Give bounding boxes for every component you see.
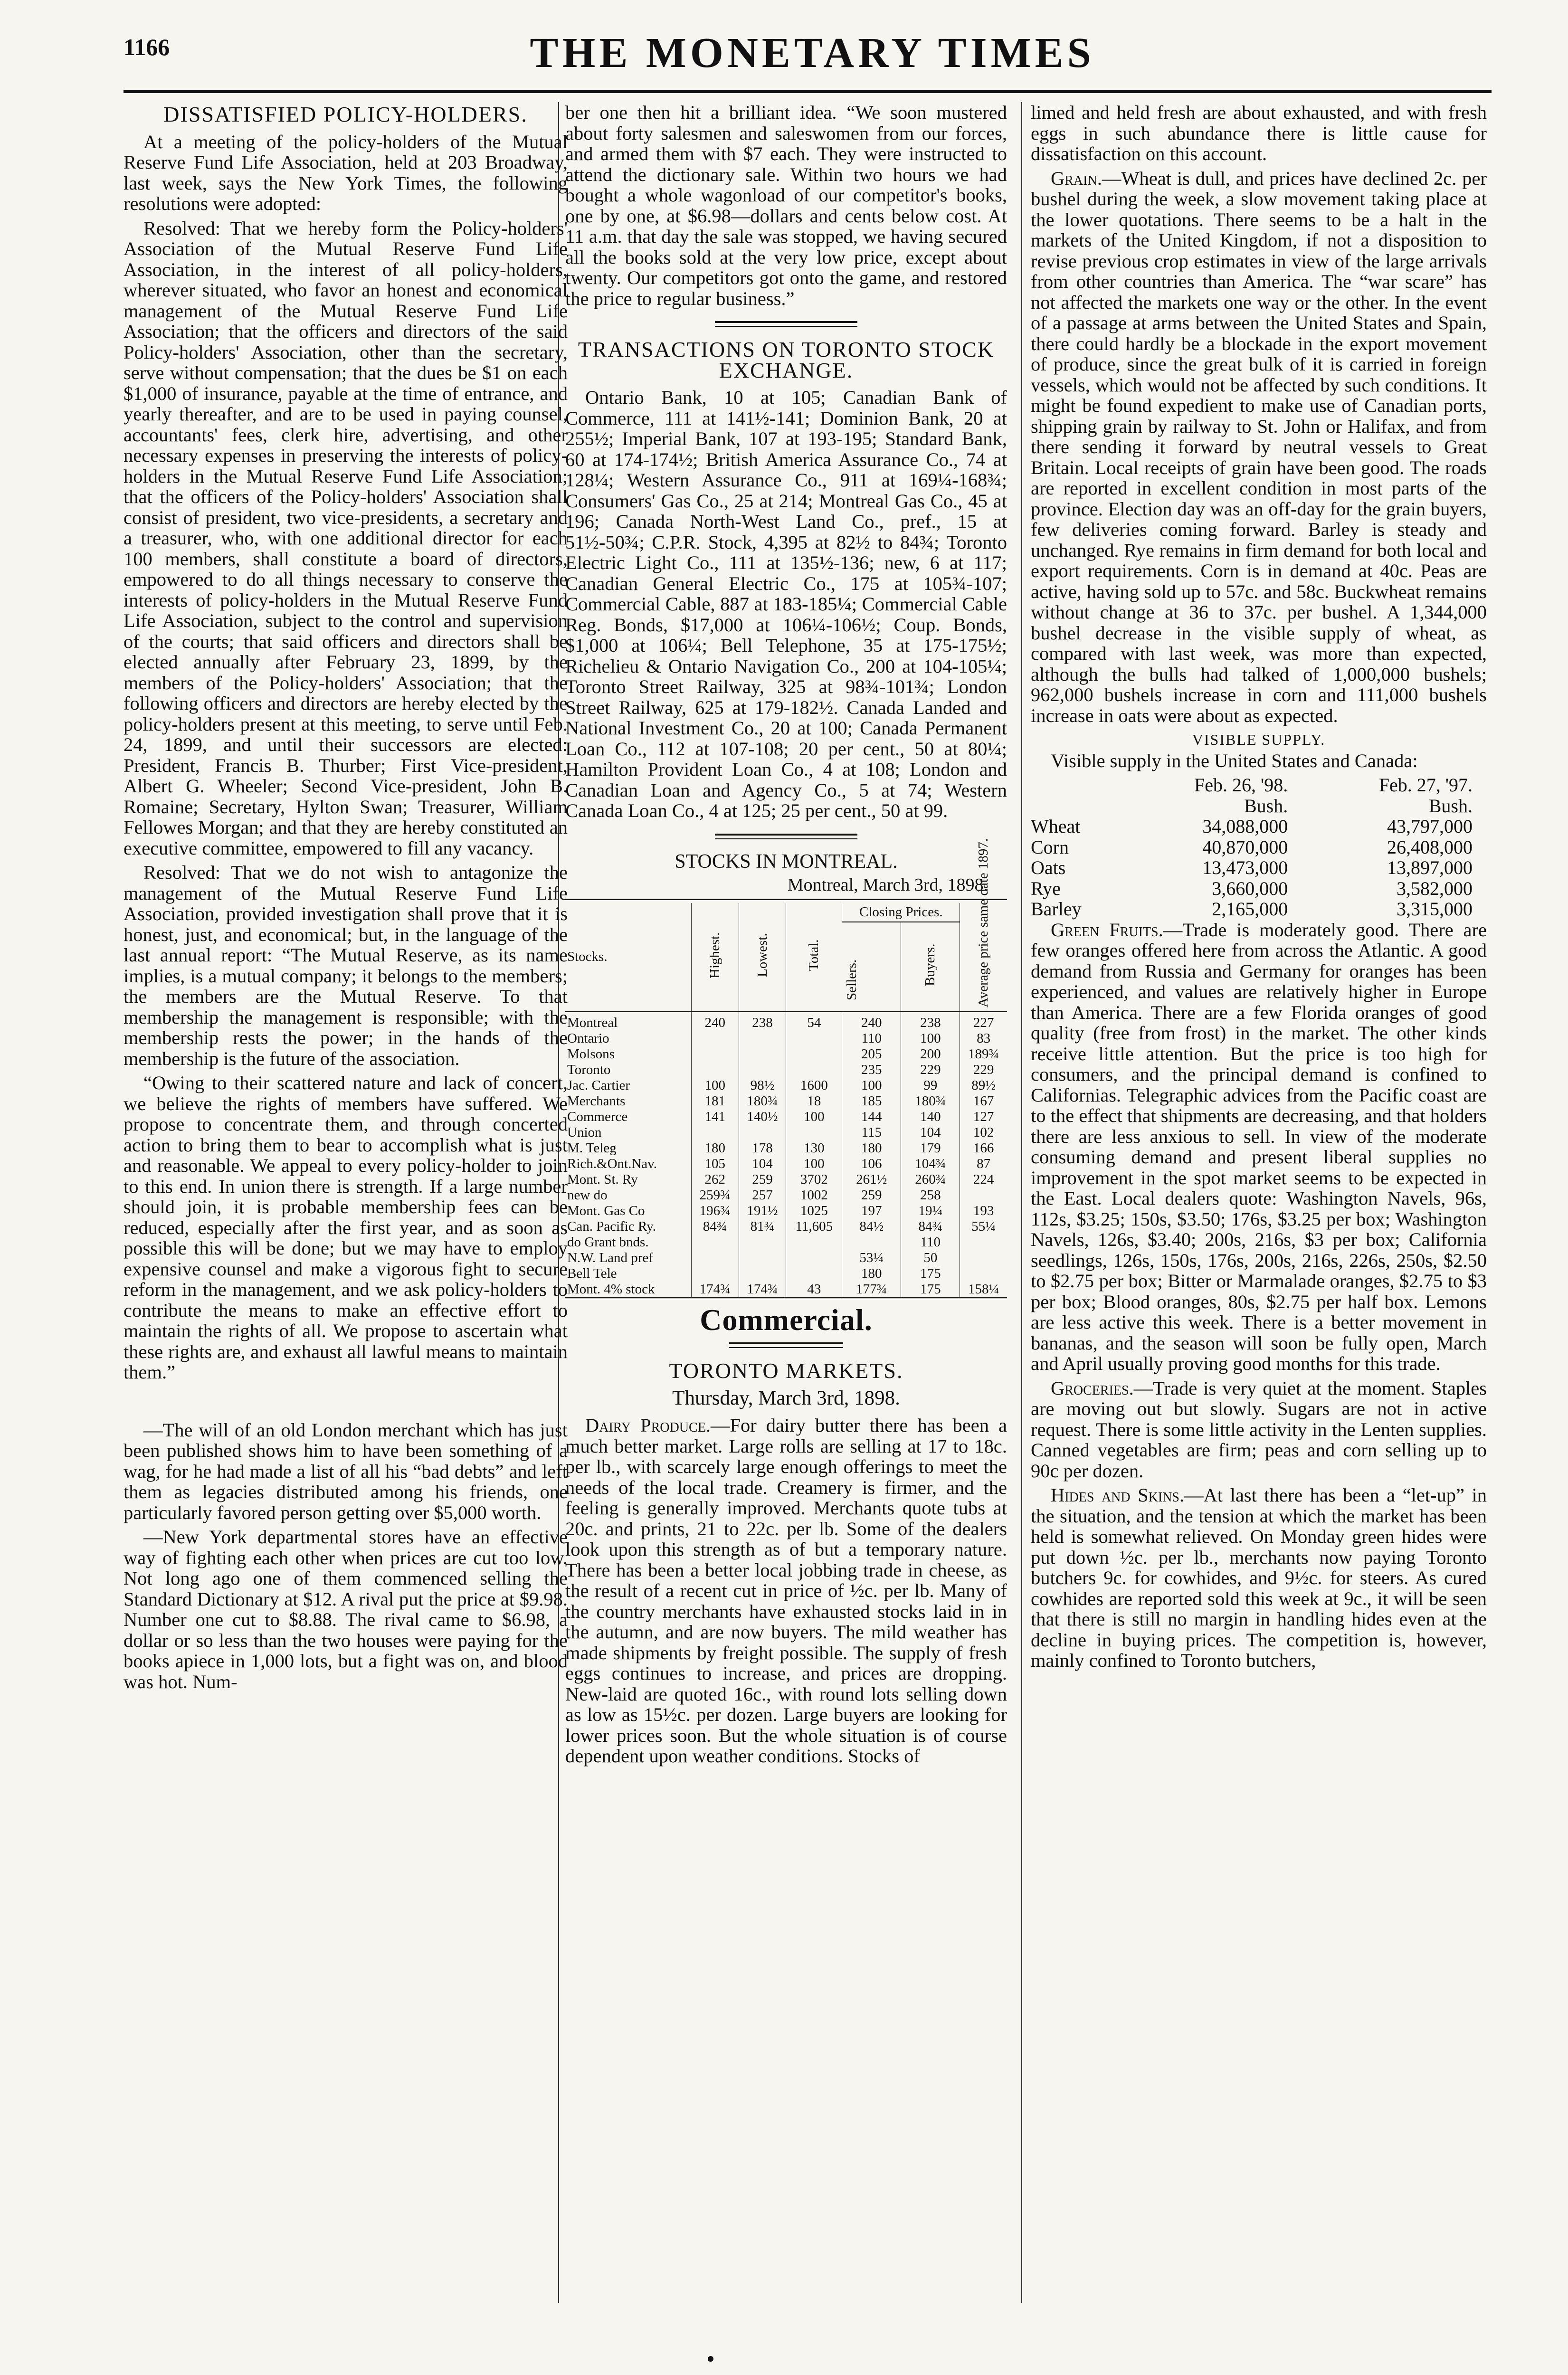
table-cell: 87 xyxy=(960,1156,1007,1172)
table-cell: 100 xyxy=(842,1078,901,1093)
column-3 xyxy=(1031,102,1487,1675)
table-cell: M. Teleg xyxy=(567,1140,617,1156)
table-cell: 167 xyxy=(960,1093,1007,1109)
column-divider xyxy=(1021,102,1022,2303)
table-cell: 99 xyxy=(901,1078,960,1093)
fruits-text: —Trade is moderately good. There are few oranges offered here from across the Atlantic. A good demand from Russia and Germany for oranges has been experienced, and values are relatively higher in Europe than America. There are a few Florida oranges of good quality (free from frost) in the market. The other kinds receive little attention. But the price is too high for consumers, and the principal demand is confined to Californias. Telegraphic advices from the Pacific coast are to the effect that shipments are decreasing, and that holders there are less anxious to sell. In view of the moderate consuming demand and present liberal supplies no improvement in the spot market seems to be expected in the East. Local dealers quote: Washington Navels, 96s, 112s, $3.25; 150s, $3.50; 176s, $3.25 per box; Washington Navels, 126s, $3.40; 200s, 216s, $3 per box; California seedlings, 126s, 150s, 176s, 200s, 216s, 226s, 250s, $2.50 to $2.75 per box; Bitter or Marmalade oranges, $2.75 to $3 per box; Blood oranges, 80s, $2.75 per half box. Lemons are less active this week. There is a better movement in bananas, and the season will soon be fully open, March and April usually proving good months for this trade. xyxy=(1031,919,1487,1374)
table-row xyxy=(565,1203,1007,1219)
table-cell: 18 xyxy=(786,1093,842,1109)
page-header xyxy=(124,28,1501,86)
column-header: Average price same date 1897. xyxy=(960,903,1007,1012)
table-cell: 197 xyxy=(842,1203,901,1219)
commodity-name: Oats xyxy=(1031,857,1066,878)
table-cell: 191½ xyxy=(739,1203,786,1219)
supply-value: 2,165,000 xyxy=(1212,898,1288,920)
paragraph-continuation: limed and held fresh are about exhausted, and with fresh eggs in such abundance there is little cause for dissatisfaction on this account. xyxy=(1031,102,1487,164)
masthead-title: THE MONETARY TIMES xyxy=(530,29,1095,76)
stocks-heading: STOCKS IN MONTREAL. xyxy=(675,850,898,873)
table-cell: 106 xyxy=(842,1156,901,1172)
table-cell xyxy=(739,1062,786,1078)
supply-unit: Bush. xyxy=(1244,795,1288,817)
table-cell: 175 xyxy=(901,1266,960,1282)
table-cell: 130 xyxy=(786,1140,842,1156)
table-cell: 144 xyxy=(842,1109,901,1125)
table-cell: 174¾ xyxy=(691,1282,739,1297)
table-cell: 235 xyxy=(842,1062,901,1078)
column-2 xyxy=(565,102,1007,1770)
table-cell: 19¼ xyxy=(901,1203,960,1219)
table-cell: Bell Tele xyxy=(567,1265,617,1281)
table-cell: 174¾ xyxy=(739,1282,786,1297)
table-cell: 238 xyxy=(901,1012,960,1031)
dairy-text: —For dairy butter there has been a much better market. Large rolls are selling at 17 to 18c. per lb., with scarcely large enough offerings to meet the needs of the local trade. Creamery is firmer, and the feeling is generally improved. Merchants quote tubs at 20c. and prints, 21 to 22c. per lb. Some of the dealers look upon this strength as of but a temporary nature. There has been a better local jobbing trade in cheese, as the result of a recent cut in price of ½c. per lb. Many of the country merchants have exhausted stocks laid in in the autumn, and are now buyers. The mild weather has made shipments by freight possible. The supply of fresh eggs continues to increase, and prices are dropping. New-laid are quoted 16c., with round lots selling down as low as 15½c. per dozen. Large buyers are looking for lower prices soon. But the whole situation is of course dependent upon weather conditions. Stocks of xyxy=(565,1415,1007,1767)
table-cell: 193 xyxy=(960,1203,1007,1219)
table-cell: 1002 xyxy=(786,1188,842,1203)
table-cell xyxy=(691,1235,739,1250)
table-cell: 259 xyxy=(842,1188,901,1203)
table-cell xyxy=(786,1250,842,1266)
table-cell: Ontario xyxy=(567,1030,609,1046)
table-cell: 262 xyxy=(691,1172,739,1188)
visible-supply-table xyxy=(1031,775,1487,920)
table-cell: 3702 xyxy=(786,1172,842,1188)
table-row xyxy=(565,1188,1007,1203)
supply-unit: Bush. xyxy=(1428,795,1473,817)
table-cell: 105 xyxy=(691,1156,739,1172)
table-cell: 180 xyxy=(842,1266,901,1282)
table-row xyxy=(565,1062,1007,1078)
markets-heading: TORONTO MARKETS. xyxy=(669,1358,903,1383)
table-cell xyxy=(691,1046,739,1062)
supply-value: 13,897,000 xyxy=(1387,857,1473,878)
column-header: Highest. xyxy=(691,903,739,1012)
column-header: Stocks. xyxy=(565,903,691,1012)
supply-value: 3,315,000 xyxy=(1397,898,1473,920)
table-cell: do Grant bnds. xyxy=(567,1234,649,1250)
table-cell: Mont. Gas Co xyxy=(567,1203,645,1218)
table-row xyxy=(565,1266,1007,1282)
supply-row xyxy=(1031,837,1487,858)
column-header: Lowest. xyxy=(739,903,786,1012)
section-divider xyxy=(729,1342,843,1348)
commodity-name: Barley xyxy=(1031,898,1082,920)
table-cell: Mont. St. Ry xyxy=(567,1171,638,1187)
table-cell: 1600 xyxy=(786,1078,842,1093)
fruits-paragraph xyxy=(1031,920,1487,1374)
supply-row xyxy=(1031,878,1487,899)
table-cell: 55¼ xyxy=(960,1219,1007,1235)
table-cell xyxy=(960,1235,1007,1250)
table-row xyxy=(565,1235,1007,1250)
table-cell: 258 xyxy=(901,1188,960,1203)
table-cell xyxy=(739,1046,786,1062)
table-cell: 261½ xyxy=(842,1172,901,1188)
table-cell: 229 xyxy=(901,1062,960,1078)
table-cell: Montreal xyxy=(567,1015,618,1030)
table-cell: 100 xyxy=(786,1109,842,1125)
page-number: 1166 xyxy=(124,34,170,60)
table-cell: 140½ xyxy=(739,1109,786,1125)
table-cell xyxy=(786,1125,842,1140)
table-row xyxy=(565,1219,1007,1235)
table-cell xyxy=(739,1250,786,1266)
table-cell: Jac. Cartier xyxy=(567,1077,630,1093)
visible-supply-intro: Visible supply in the United States and Canada: xyxy=(1051,750,1418,771)
table-cell: 180¾ xyxy=(739,1093,786,1109)
table-cell: 83 xyxy=(960,1031,1007,1046)
table-row xyxy=(565,1078,1007,1093)
table-cell: 54 xyxy=(786,1012,842,1031)
table-cell xyxy=(786,1046,842,1062)
table-cell xyxy=(786,1266,842,1282)
table-cell: 177¾ xyxy=(842,1282,901,1297)
table-cell: 181 xyxy=(691,1093,739,1109)
table-cell: 259¾ xyxy=(691,1188,739,1203)
table-cell xyxy=(739,1031,786,1046)
table-cell: new do xyxy=(567,1187,608,1203)
column-1 xyxy=(124,102,568,1696)
table-cell: 185 xyxy=(842,1093,901,1109)
table-cell: 43 xyxy=(786,1282,842,1297)
table-cell xyxy=(960,1188,1007,1203)
table-cell: 229 xyxy=(960,1062,1007,1078)
markets-date: Thursday, March 3rd, 1898. xyxy=(672,1387,900,1409)
grain-text: —Wheat is dull, and prices have declined 2c. per bushel during the week, a slow movement taking place at the lower quotations. There seems to be a halt in the markets of the United Kingdom, if not a disposition to revise previous crop estimates in view of the large arrivals from other countries than America. The “war scare” has not affected the markets one way or the other. In the event of a passage at arms between the United States and Spain, there could hardly be a blockade in the export movement of produce, since the great bulk of it is carried in foreign vessels, which would not be affected by such conditions. It might be found expedient to make use of Canadian ports, shipping grain by railway to St. John or Halifax, and from there sending it forward by neutral vessels to Great Britain. Local receipts of grain have been good. The roads are reported in excellent condition in most parts of the province. Election day was an off-day for the grain buyers, few deliveries coming forward. Barley is steady and unchanged. Rye remains in firm demand for both local and export requirements. Corn is in demand at 40c. Peas are active, having sold up to 57c. and 58c. Buckwheat remains without change at 36 to 37c. per bushel. A 1,344,000 bushel decrease in the visible supply of wheat, as compared with last week, was more than expected, although the bulls had talked of 1,000,000 bushels; 962,000 bushels increase in corn and 111,000 bushels increase in oats were about as expected. xyxy=(1031,167,1487,726)
table-cell xyxy=(842,1235,901,1250)
stocks-date: Montreal, March 3rd, 1898. xyxy=(787,875,988,895)
hides-paragraph xyxy=(1031,1485,1487,1671)
table-cell: 200 xyxy=(901,1046,960,1062)
table-row xyxy=(565,1109,1007,1125)
table-cell: 50 xyxy=(901,1250,960,1266)
header-rule xyxy=(124,90,1492,93)
table-cell: Merchants xyxy=(567,1093,626,1109)
column-header: Buyers. xyxy=(901,922,960,1012)
table-row xyxy=(565,1156,1007,1172)
table-cell: 189¾ xyxy=(960,1046,1007,1062)
article-heading-policy-holders: DISSATISFIED POLICY-HOLDERS. xyxy=(163,102,528,126)
commercial-heading: Commercial. xyxy=(700,1302,873,1337)
table-cell: 81¾ xyxy=(739,1219,786,1235)
table-cell xyxy=(739,1235,786,1250)
supply-row xyxy=(1031,816,1487,837)
table-cell xyxy=(786,1062,842,1078)
table-cell: 100 xyxy=(786,1156,842,1172)
table-cell: 110 xyxy=(842,1031,901,1046)
table-cell: 115 xyxy=(842,1125,901,1140)
table-cell: 89½ xyxy=(960,1078,1007,1093)
table-cell xyxy=(691,1125,739,1140)
table-cell: 224 xyxy=(960,1172,1007,1188)
visible-supply-heading: VISIBLE SUPPLY. xyxy=(1192,731,1326,748)
table-cell: 100 xyxy=(691,1078,739,1093)
closing-prices-header: Closing Prices. xyxy=(842,903,960,922)
grain-label: Grain. xyxy=(1051,167,1102,189)
supply-col-a: Feb. 26, '98. xyxy=(1194,774,1288,796)
table-cell xyxy=(960,1266,1007,1282)
news-item-stores: —New York departmental stores have an effective way of fighting each other when prices are cut too low. Not long ago one of them commenced selling the Standard Dictionary at $12. A rival put the price at $9.98. Number one cut to $8.88. The rival came to $6.98, a dollar or so less than the two houses were paying for the books apiece in 1,000 lots, but a fight was on, and blood was hot. Num- xyxy=(124,1526,568,1692)
grain-paragraph xyxy=(1031,168,1487,726)
table-cell: Toronto xyxy=(567,1062,611,1077)
table-row xyxy=(565,1282,1007,1297)
table-row xyxy=(565,1093,1007,1109)
column-header: Sellers. xyxy=(842,922,901,1012)
table-cell xyxy=(691,1266,739,1282)
stocks-table-body xyxy=(565,1012,1007,1297)
table-cell: 84¾ xyxy=(901,1219,960,1235)
table-cell: 178 xyxy=(739,1140,786,1156)
table-cell: 238 xyxy=(739,1012,786,1031)
table-cell xyxy=(786,1031,842,1046)
table-cell: 104 xyxy=(739,1156,786,1172)
table-cell xyxy=(691,1250,739,1266)
table-cell xyxy=(960,1250,1007,1266)
table-cell: Rich.&Ont.Nav. xyxy=(567,1156,657,1171)
page-ornament xyxy=(708,2356,713,2362)
table-cell: 140 xyxy=(901,1109,960,1125)
table-cell xyxy=(786,1235,842,1250)
paragraph-continuation: ber one then hit a brilliant idea. “We soon mustered about forty salesmen and saleswomen from our forces, and armed them with $7 each. They were instructed to attend the dictionary sale. Within two hours we had bought a whole wagonload of our competitor's books, one by one, at $6.98—dollars and cents below cost. At 11 a.m. that day the sale was stopped, we having secured all the books sold at the very low price, except about twenty. Our competitors got onto the game, and restored the price to regular business.” xyxy=(565,102,1007,309)
table-cell: 84¾ xyxy=(691,1219,739,1235)
groceries-text: —Trade is very quiet at the moment. Staples are moving out but slowly. Sugars are not in active request. There is some little activity in the Lenten supplies. Canned vegetables are firm; peas and corn selling up to 90c per dozen. xyxy=(1031,1377,1487,1482)
table-cell xyxy=(739,1266,786,1282)
table-row xyxy=(565,1172,1007,1188)
table-cell: 196¾ xyxy=(691,1203,739,1219)
dairy-paragraph xyxy=(565,1415,1007,1767)
table-row xyxy=(565,1250,1007,1266)
table-cell: 11,605 xyxy=(786,1219,842,1235)
table-cell: 158¼ xyxy=(960,1282,1007,1297)
supply-value: 26,408,000 xyxy=(1387,836,1473,858)
table-row xyxy=(565,1046,1007,1062)
hides-text: —At last there has been a “let-up” in the situation, and the tension at which the market has been held is somewhat relieved. On Monday green hides were put down ½c. per lb., merchants now paying Toronto butchers 9c. for cowhides, and 9½c. for steers. As cured cowhides are reported sold this week at 9c., it will be seen that there is still no margin in handling hides even at the decline in buying prices. The competition is, however, mainly confined to Toronto butchers, xyxy=(1031,1484,1487,1671)
groceries-paragraph xyxy=(1031,1378,1487,1482)
section-divider xyxy=(715,321,857,327)
commodity-name: Wheat xyxy=(1031,816,1081,837)
table-cell xyxy=(691,1062,739,1078)
table-row xyxy=(565,1031,1007,1046)
table-cell xyxy=(691,1031,739,1046)
supply-value: 3,660,000 xyxy=(1212,877,1288,899)
transactions-heading: TRANSACTIONS ON TORONTO STOCK EXCHANGE. xyxy=(578,337,995,382)
paragraph: Resolved: That we hereby form the Policy-holders' Association of the Mutual Reserve Fund Life Association, in the interest of all policy-holders, wherever situated, who favor an honest and economical management of the Mutual Reserve Fund Life Association; that the officers and directors of the said Policy-holders' Association, other than the secretary, serve without compensation; that the dues be $1 on each $1,000 of insurance, payable at the time of entrance, and yearly thereafter, and are to be used in paying counsel, accountants' fees, clerk hire, advertising, and other necessary expenses in preserving the interests of policy-holders in the Mutual Reserve Fund Life Association; that the officers of the Policy-holders' Association shall consist of president, two vice-presidents, a secretary and a treasurer, who, with one additional director for each 100 members, shall constitute a board of directors, empowered to do all things necessary to conserve the interests of policy-holders in the Mutual Reserve Fund Life Association, subject to the control and supervision of the courts; that said officers and directors shall be elected annually after February 23, 1899, by the members of the Policy-holders' Association; that the following officers and directors are hereby elected by the policy-holders present at this meeting, to serve until Feb. 24, 1899, and until their successors are elected: President, Francis B. Thurber; First Vice-president, Albert G. Wheeler; Second Vice-president, John B. Romaine; Secretary, Hylton Swan; Treasurer, William Fellowes Morgan; and that they are hereby constituted an executive committee, empowered to fill any vacancy. xyxy=(124,217,568,859)
table-row xyxy=(565,1012,1007,1031)
table-cell: 227 xyxy=(960,1012,1007,1031)
supply-value: 3,582,000 xyxy=(1397,877,1473,899)
table-cell: 180 xyxy=(691,1140,739,1156)
table-cell: 166 xyxy=(960,1140,1007,1156)
table-row xyxy=(565,1125,1007,1140)
paragraph: “Owing to their scattered nature and lack of concert, we believe the rights of members have suffered. We propose to concentrate them, and through concerted action to bring them to bear to accomplish what is just and reasonable. We appeal to every policy-holder to join to this end. In union there is strength. If a large number should join, it is probable membership fees can be reduced, especially after the first year, and as soon as possible this will be done; but we may have to employ expensive counsel and make a vigorous fight to secure reform in the management, and we ask policy-holders to contribute the means to make an effective effort to maintain the rights of all. We propose to ascertain what these rights are, and exhaust all lawful means to maintain them.” xyxy=(124,1072,568,1383)
table-cell: 102 xyxy=(960,1125,1007,1140)
groceries-label: Groceries. xyxy=(1051,1377,1134,1399)
news-item-will: —The will of an old London merchant which has just been published shows him to have been something of a wag, for he had made a list of all his “bad debts” and left them as legacies distributed among his friends, one particularly favored person getting over $5,000 worth. xyxy=(124,1419,568,1523)
paragraph: Resolved: That we do not wish to antagonize the management of the Mutual Reserve Fund Life Association, provided investigation shall prove that it is honest, just, and economical; but, in the language of the last annual report: “The Mutual Reserve, as its name implies, is a mutual company; it belongs to the members; the members are the Mutual Reserve. To that membership the management is responsible; with the membership rests the power; in the hands of the membership is the future of the association. xyxy=(124,862,568,1069)
table-cell: 100 xyxy=(901,1031,960,1046)
hides-label: Hides and Skins. xyxy=(1051,1484,1185,1506)
section-divider xyxy=(715,834,857,839)
table-cell: 180¾ xyxy=(901,1093,960,1109)
commodity-name: Rye xyxy=(1031,877,1061,899)
fruits-label: Green Fruits. xyxy=(1051,919,1163,940)
table-cell: 127 xyxy=(960,1109,1007,1125)
table-cell: 240 xyxy=(842,1012,901,1031)
spacer xyxy=(124,1387,568,1420)
column-header: Total. xyxy=(786,903,842,1012)
supply-value: 43,797,000 xyxy=(1387,816,1473,837)
transactions-text: Ontario Bank, 10 at 105; Canadian Bank of Commerce, 111 at 141½-141; Dominion Bank, 20 at 255½; Imperial Bank, 107 at 193-195; Standard Bank, 60 at 174-174½; British America Assurance Co., 74 at 128¼; Western Assurance Co., 911 at 169¼-168¾; Consumers' Gas Co., 25 at 214; Montreal Gas Co., 45 at 196; Canada North-West Land Co., pref., 15 at 51½-50¾; C.P.R. Stock, 4,395 at 82½ to 84¾; Toronto Electric Light Co., 111 at 135½-136; new, 6 at 117; Canadian General Electric Co., 175 at 105¾-107; Commercial Cable, 887 at 183-185¼; Commercial Cable Reg. Bonds, $17,000 at 106¼-106½; Coup. Bonds, $1,000 at 106¼; Bell Telephone, 35 at 175-175½; Richelieu & Ontario Navigation Co., 200 at 104-105¼; Toronto Street Railway, 325 at 98¾-101¾; London Street Railway, 625 at 179-182½. Canada Landed and National Investment Co., 20 at 100; Canada Permanent Loan Co., 112 at 107-108; 20 per cent., 50 at 80¼; Hamilton Provident Loan Co., 4 at 108; London and Canadian Loan and Agency Co., 5 at 74; Western Canada Loan Co., 4 at 125; 25 per cent., 50 at 99. xyxy=(565,387,1007,821)
supply-row xyxy=(1031,899,1487,920)
table-cell: 1025 xyxy=(786,1203,842,1219)
supply-col-b: Feb. 27, '97. xyxy=(1378,774,1473,796)
table-cell: Union xyxy=(567,1124,602,1140)
table-cell: Can. Pacific Ry. xyxy=(567,1218,656,1234)
table-cell: 260¾ xyxy=(901,1172,960,1188)
supply-value: 34,088,000 xyxy=(1202,816,1288,837)
dairy-label: Dairy Produce. xyxy=(585,1415,711,1436)
table-cell: N.W. Land pref xyxy=(567,1250,653,1265)
table-cell: 259 xyxy=(739,1172,786,1188)
table-cell: 257 xyxy=(739,1188,786,1203)
supply-row xyxy=(1031,857,1487,878)
table-cell: 205 xyxy=(842,1046,901,1062)
supply-value: 13,473,000 xyxy=(1202,857,1288,878)
table-cell: Mont. 4% stock xyxy=(567,1281,655,1297)
paragraph: At a meeting of the policy-holders of the Mutual Reserve Fund Life Association, held at 203 Broadway, last week, says the New York Times, the following resolutions were adopted: xyxy=(124,131,568,214)
table-cell: Molsons xyxy=(567,1046,615,1062)
table-cell: 180 xyxy=(842,1140,901,1156)
table-cell: 141 xyxy=(691,1109,739,1125)
table-cell: 53¼ xyxy=(842,1250,901,1266)
commodity-name: Corn xyxy=(1031,836,1069,858)
table-cell: 84½ xyxy=(842,1219,901,1235)
table-cell: 98½ xyxy=(739,1078,786,1093)
supply-table-body xyxy=(1031,816,1487,920)
table-cell: 179 xyxy=(901,1140,960,1156)
table-cell: 110 xyxy=(901,1235,960,1250)
table-cell: Commerce xyxy=(567,1109,628,1124)
table-cell: 240 xyxy=(691,1012,739,1031)
table-cell: 175 xyxy=(901,1282,960,1297)
table-row xyxy=(565,1140,1007,1156)
table-cell: 104¾ xyxy=(901,1156,960,1172)
table-cell: 104 xyxy=(901,1125,960,1140)
supply-value: 40,870,000 xyxy=(1202,836,1288,858)
table-cell xyxy=(739,1125,786,1140)
